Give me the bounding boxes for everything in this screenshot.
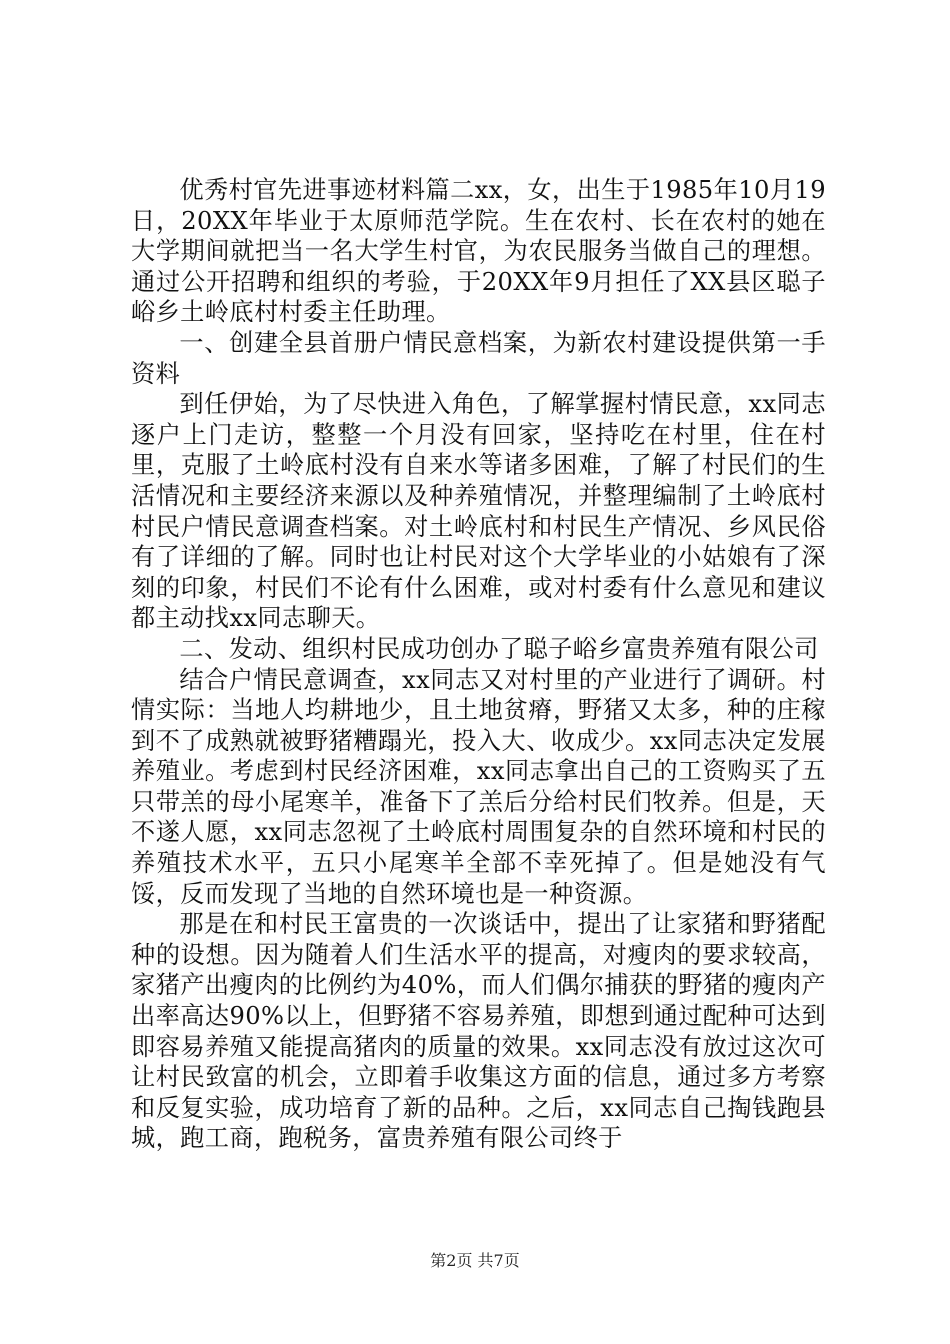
paragraph-intro: 优秀村官先进事迹材料篇二xx，女，出生于1985年10月19日，20XX年毕业于太原师范学院。生在农村、长在农村的她在大学期间就把当一名大学生村官，为农民服务当做自己的理想。通过公开招聘和组织的考验，于20XX年9月担任了XX县区聪子峪乡土岭底村村委主任助理。 <box>131 176 826 327</box>
paragraph-section-1: 到任伊始，为了尽快进入角色，了解掌握村情民意，xx同志逐户上门走访，整整一个月没有回家，坚持吃在村里，住在村里，克服了土岭底村没有自来水等诸多困难，了解了村民们的生活情况和主要经济来源以及种养殖情况，并整理编制了土岭底村村民户情民意调查档案。对土岭底村和村民生产情况、乡风民俗有了详细的了解。同时也让村民对这个大学毕业的小姑娘有了深刻的印象，村民们不论有什么困难，或对村委有什么意见和建议都主动找xx同志聊天。 <box>131 390 826 633</box>
paragraph-section-2b: 那是在和村民王富贵的一次谈话中，提出了让家猪和野猪配种的设想。因为随着人们生活水平的提高，对瘦肉的要求较高，家猪产出瘦肉的比例约为40%，而人们偶尔捕获的野猪的瘦肉产出率高达90%以上，但野猪不容易养殖，即想到通过配种可达到即容易养殖又能提高猪肉的质量的效果。xx同志没有放过这次可让村民致富的机会，立即着手收集这方面的信息，通过多方考察和反复实验，成功培育了新的品种。之后，xx同志自己掏钱跑县城，跑工商，跑税务，富贵养殖有限公司终于 <box>131 910 826 1153</box>
document-body <box>131 175 826 1154</box>
section-heading-2: 二、发动、组织村民成功创办了聪子峪乡富贵养殖有限公司 <box>179 634 819 663</box>
page-number: 第2页 共7页 <box>430 1251 520 1270</box>
section-heading-1: 一、创建全县首册户情民意档案，为新农村建设提供第一手资料 <box>131 328 826 388</box>
paragraph-section-2a: 结合户情民意调查，xx同志又对村里的产业进行了调研。村情实际：当地人均耕地少，且土地贫瘠，野猪又太多，种的庄稼到不了成熟就被野猪糟蹋光，投入大、收成少。xx同志决定发展养殖业。考虑到村民经济困难，xx同志拿出自己的工资购买了五只带羔的母小尾寒羊，准备下了羔后分给村民们牧养。但是，天不遂人愿，xx同志忽视了土岭底村周围复杂的自然环境和村民的养殖技术水平，五只小尾寒羊全部不幸死掉了。但是她没有气馁，反而发现了当地的自然环境也是一种资源。 <box>131 665 826 908</box>
